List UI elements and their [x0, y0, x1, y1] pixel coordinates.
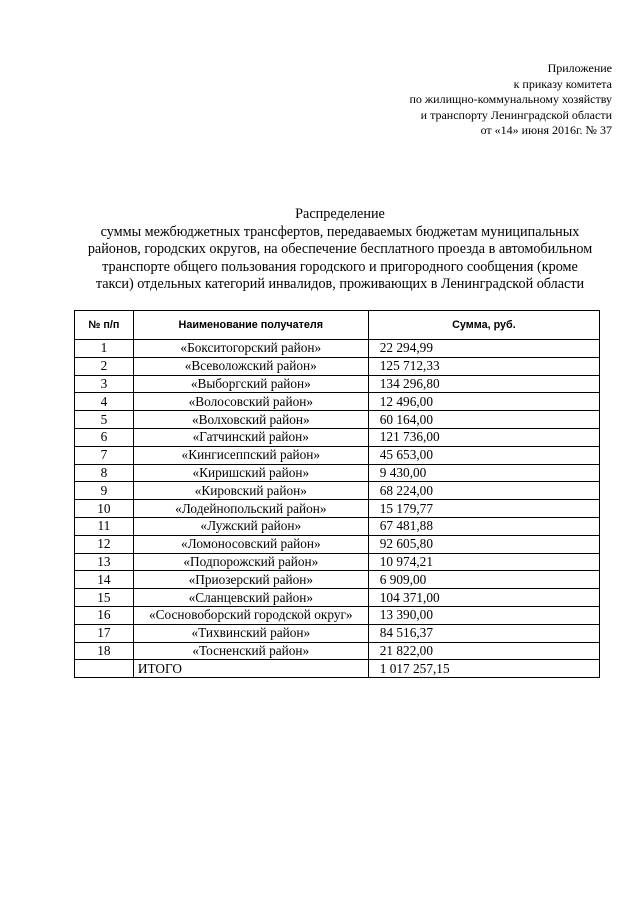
column-header-recipient: Наименование получателя — [133, 311, 368, 340]
table-row — [75, 553, 600, 571]
total-row — [75, 660, 600, 678]
row-number: 8 — [75, 464, 134, 482]
recipient-name: «Выборгский район» — [133, 375, 368, 393]
recipient-name: «Гатчинский район» — [133, 428, 368, 446]
sum-value: 121 736,00 — [368, 428, 599, 446]
row-number: 14 — [75, 571, 134, 589]
header-line: Приложение — [547, 61, 612, 75]
recipient-name: «Киришский район» — [133, 464, 368, 482]
sum-value: 6 909,00 — [368, 571, 599, 589]
sum-value: 84 516,37 — [368, 624, 599, 642]
sum-value: 22 294,99 — [368, 340, 599, 358]
sum-value: 104 371,00 — [368, 589, 599, 607]
sum-value: 45 653,00 — [368, 446, 599, 464]
table-row — [75, 340, 600, 358]
document-title — [40, 206, 640, 294]
recipient-name: «Подпорожский район» — [133, 553, 368, 571]
total-label: ИТОГО — [133, 660, 368, 678]
sum-value: 67 481,88 — [368, 517, 599, 535]
row-number: 12 — [75, 535, 134, 553]
table-row — [75, 606, 600, 624]
table-row — [75, 571, 600, 589]
distribution-table — [74, 310, 600, 678]
recipient-name: «Волосовский район» — [133, 393, 368, 411]
table-row — [75, 446, 600, 464]
table-row — [75, 464, 600, 482]
recipient-name: «Бокситогорский район» — [133, 340, 368, 358]
sum-value: 68 224,00 — [368, 482, 599, 500]
table-row — [75, 517, 600, 535]
table-row — [75, 589, 600, 607]
title-line: такси) отдельных категорий инвалидов, проживающих в Ленинградской области — [95, 276, 585, 293]
row-number: 6 — [75, 428, 134, 446]
sum-value: 125 712,33 — [368, 357, 599, 375]
recipient-name: «Лодейнопольский район» — [133, 500, 368, 518]
column-header-sum: Сумма, руб. — [368, 311, 599, 340]
recipient-name: «Тихвинский район» — [133, 624, 368, 642]
table-row — [75, 428, 600, 446]
recipient-name: «Кингисеппский район» — [133, 446, 368, 464]
sum-value: 12 496,00 — [368, 393, 599, 411]
recipient-name: «Приозерский район» — [133, 571, 368, 589]
sum-value: 92 605,80 — [368, 535, 599, 553]
row-number: 10 — [75, 500, 134, 518]
sum-value: 9 430,00 — [368, 464, 599, 482]
recipient-name: «Тосненский район» — [133, 642, 368, 660]
row-number: 16 — [75, 606, 134, 624]
sum-value: 134 296,80 — [368, 375, 599, 393]
table-row — [75, 393, 600, 411]
header-line: к приказу комитета — [513, 76, 612, 91]
row-number: 17 — [75, 624, 134, 642]
row-number: 3 — [75, 375, 134, 393]
table-row — [75, 500, 600, 518]
total-value: 1 017 257,15 — [368, 660, 599, 678]
recipient-name: «Ломоносовский район» — [133, 535, 368, 553]
table-body — [75, 340, 600, 678]
recipient-name: «Волховский район» — [133, 411, 368, 429]
recipient-name: «Всеволожский район» — [133, 357, 368, 375]
title-line: районов, городских округов, на обеспечение бесплатного проезда в автомобильном — [87, 241, 593, 258]
row-number: 7 — [75, 446, 134, 464]
row-number: 15 — [75, 589, 134, 607]
title-heading: Распределение — [295, 206, 385, 222]
table-row — [75, 411, 600, 429]
row-number: 2 — [75, 357, 134, 375]
document-header — [409, 61, 612, 139]
recipient-name: «Сланцевский район» — [133, 589, 368, 607]
title-line: транспорте общего пользования городского и пригородного сообщения (кроме — [102, 258, 578, 275]
title-line: суммы межбюджетных трансфертов, передаваемых бюджетам муниципальных — [100, 223, 580, 240]
sum-value: 15 179,77 — [368, 500, 599, 518]
row-number: 9 — [75, 482, 134, 500]
sum-value: 60 164,00 — [368, 411, 599, 429]
row-number: 11 — [75, 517, 134, 535]
recipient-name: «Сосновоборский городской округ» — [133, 606, 368, 624]
sum-value: 13 390,00 — [368, 606, 599, 624]
header-line: от «14» июня 2016г. № 37 — [480, 123, 612, 137]
table-row — [75, 624, 600, 642]
row-number: 18 — [75, 642, 134, 660]
row-number: 13 — [75, 553, 134, 571]
table-row — [75, 357, 600, 375]
header-line: по жилищно-коммунальному хозяйству — [409, 92, 612, 106]
table-row — [75, 535, 600, 553]
sum-value: 10 974,21 — [368, 553, 599, 571]
column-header-number: № п/п — [75, 311, 134, 340]
row-number: 1 — [75, 340, 134, 358]
table-row — [75, 375, 600, 393]
table-header-row — [75, 311, 600, 340]
table-row — [75, 642, 600, 660]
sum-value: 21 822,00 — [368, 642, 599, 660]
table-row — [75, 482, 600, 500]
recipient-name: «Лужский район» — [133, 517, 368, 535]
recipient-name: «Кировский район» — [133, 482, 368, 500]
row-number: 5 — [75, 411, 134, 429]
row-number: 4 — [75, 393, 134, 411]
total-empty-cell — [75, 660, 134, 678]
header-line: и транспорту Ленинградской области — [420, 107, 612, 122]
